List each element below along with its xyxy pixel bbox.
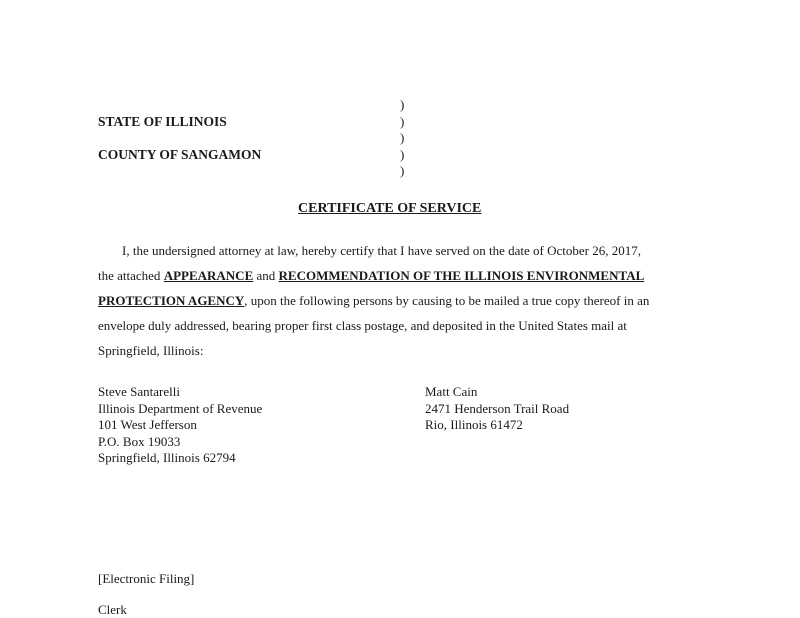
recipient-org: Illinois Department of Revenue	[98, 400, 263, 416]
electronic-filing-label: [Electronic Filing]	[98, 571, 195, 586]
recipient-city: Rio, Illinois 61472	[425, 417, 523, 432]
recipient-name: Steve Santarelli	[98, 384, 180, 399]
recipient-name: Matt Cain	[425, 384, 478, 399]
recipient-city: Springfield, Illinois 62794	[98, 450, 236, 465]
county-caption: COUNTY OF SANGAMON	[98, 147, 262, 162]
appearance-doc-name: APPEARANCE	[163, 268, 254, 283]
clerk-label: Clerk	[98, 602, 127, 617]
recommendation-doc-name: RECOMMENDATION OF THE ILLINOIS ENVIRONMENTAL	[278, 268, 645, 283]
body-line-1: I, the undersigned attorney at law, hereby certify that I have served on the date of October 26, 2017,	[122, 243, 641, 258]
body-text: and	[253, 268, 279, 283]
recipient-address-block	[98, 384, 262, 467]
recipient-street: 2471 Henderson Trail Road	[425, 400, 570, 416]
document-title: CERTIFICATE OF SERVICE	[298, 201, 482, 216]
paren: )	[400, 130, 405, 145]
recipient-po-box: P.O. Box 19033	[98, 433, 181, 449]
body-text: , upon the following persons by causing to be mailed a true copy thereof in an	[244, 293, 650, 308]
body-line-4: envelope duly addressed, bearing proper first class postage, and deposited in the United States mail at	[98, 318, 627, 333]
body-line-5: Springfield, Illinois:	[98, 343, 204, 358]
body-line-2	[98, 268, 644, 284]
recipient-address-block	[425, 384, 569, 434]
body-line-3	[98, 293, 649, 309]
paren: )	[400, 113, 405, 129]
paren: )	[400, 146, 405, 162]
recipient-street: 101 West Jefferson	[98, 417, 197, 432]
recommendation-doc-name-cont: PROTECTION AGENCY	[98, 293, 245, 308]
caption-parens	[400, 97, 404, 180]
body-text: the attached	[98, 268, 164, 283]
paren: )	[400, 163, 405, 178]
paren: )	[400, 97, 405, 112]
state-caption: STATE OF ILLINOIS	[98, 114, 227, 129]
